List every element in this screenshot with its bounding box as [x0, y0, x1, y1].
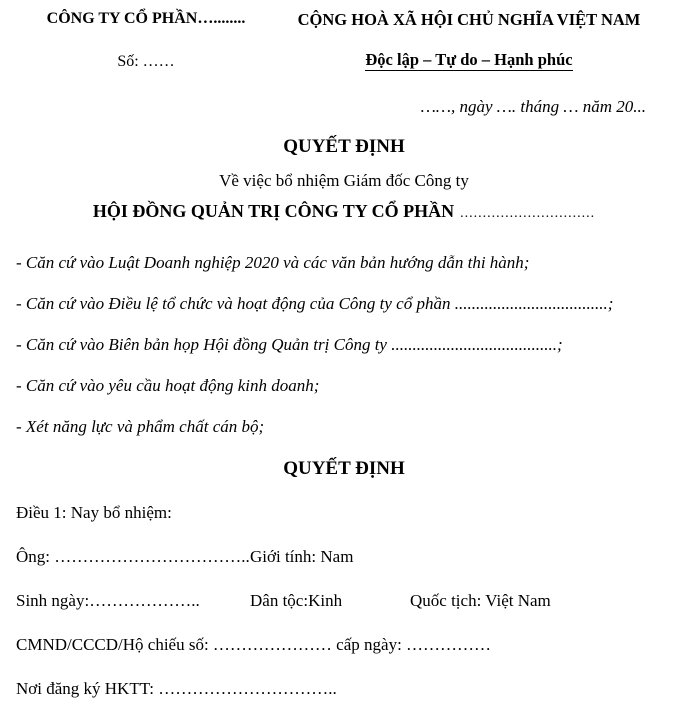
recital-line: - Căn cứ vào Luật Doanh nghiệp 2020 và các văn bản hướng dẫn thi hành;	[16, 252, 530, 272]
national-title: CỘNG HOÀ XÃ HỘI CHỦ NGHĨA VIỆT NAM	[297, 10, 641, 29]
company-name: CÔNG TY CỔ PHẦN…........	[46, 10, 246, 27]
document-header	[0, 6, 688, 117]
header-right-column	[292, 6, 688, 117]
recital-line: - Căn cứ vào Biên bản họp Hội đồng Quản trị Công ty .......................................;	[16, 335, 563, 355]
recital-line: - Căn cứ vào Điều lệ tổ chức và hoạt động của Công ty cổ phần ....................................;	[16, 294, 614, 313]
name-field: Ông: ……………………………..	[16, 546, 250, 566]
nationality-field: Quốc tịch: Việt Nam	[410, 590, 551, 610]
date-line: ……, ngày …. tháng … năm 20...	[420, 96, 646, 116]
gender-field: Giới tính: Nam	[250, 546, 354, 566]
document-title: QUYẾT ĐỊNH	[283, 135, 405, 157]
decision-heading: QUYẾT ĐỊNH	[283, 458, 405, 480]
issuer-dotted-line: ..............................	[460, 206, 596, 222]
issuer-name: HỘI ĐỒNG QUẢN TRỊ CÔNG TY CỔ PHẦN	[92, 201, 455, 222]
header-left-column	[0, 6, 292, 117]
document-number: Số: ……	[117, 52, 175, 70]
issuer-line	[0, 201, 688, 223]
id-row	[16, 635, 670, 655]
document-subtitle: Về việc bổ nhiệm Giám đốc Công ty	[219, 171, 469, 191]
recital-line: - Căn cứ vào yêu cầu hoạt động kinh doanh;	[16, 376, 320, 396]
article-1-section	[16, 503, 670, 699]
motto-underlined-text: Độc lập – Tự do – Hạnh phúc	[365, 50, 573, 70]
ethnicity-field: Dân tộc:Kinh	[250, 590, 343, 610]
national-motto	[292, 50, 646, 69]
dob-field: Sinh ngày:………………..	[16, 590, 200, 610]
article-1-heading: Điều 1: Nay bổ nhiệm:	[16, 502, 172, 522]
name-row	[16, 547, 670, 567]
recitals-section	[16, 253, 670, 437]
residence-field: Nơi đăng ký HKTT: …………………………..	[16, 678, 337, 698]
id-field: CMND/CCCD/Hộ chiếu số: ………………… cấp ngày: ……………	[16, 634, 492, 654]
dob-row	[16, 591, 670, 611]
residence-row	[16, 679, 670, 699]
recital-line: - Xét năng lực và phẩm chất cán bộ;	[16, 417, 265, 437]
